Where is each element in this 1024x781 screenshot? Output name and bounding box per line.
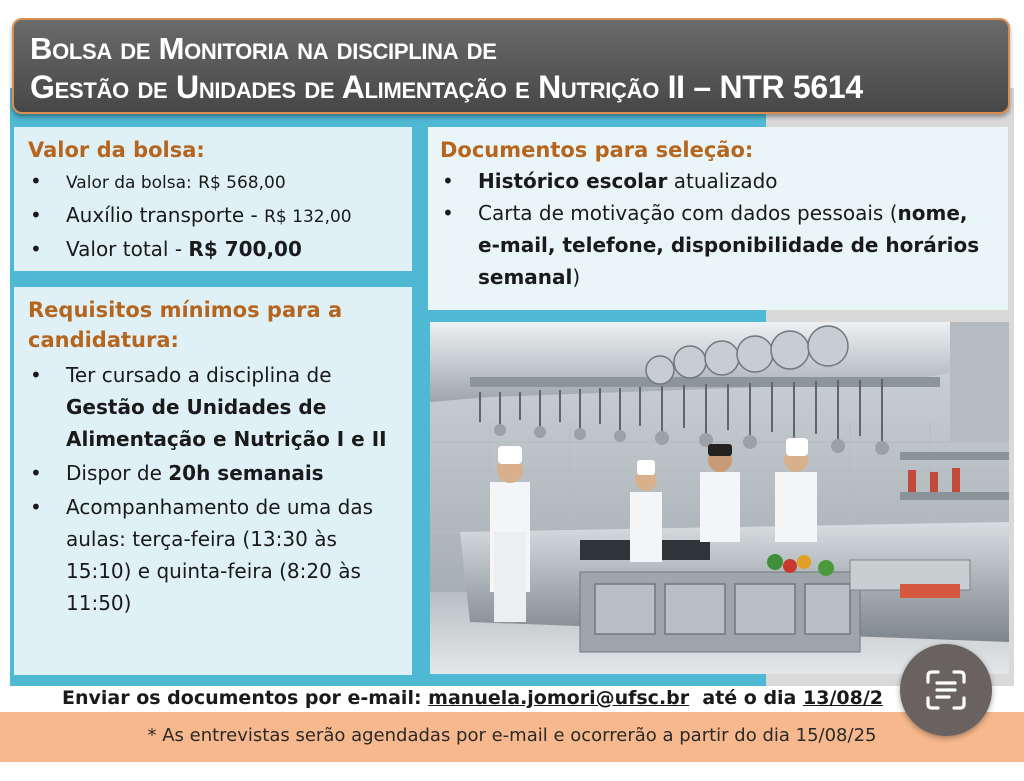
documentos-title: Documentos para seleção: xyxy=(440,138,754,162)
send-label: Enviar os documentos por e-mail: xyxy=(62,687,429,709)
doc-item2-bold: nome, e-mail, telefone, disponibilidade de horários semanal xyxy=(478,201,980,289)
valor-item2-label: Auxílio transporte - xyxy=(66,203,265,227)
valor-box xyxy=(14,127,412,271)
text-scan-button[interactable] xyxy=(900,644,992,736)
list-item xyxy=(28,491,398,619)
kitchen-photo xyxy=(430,322,1009,674)
valor-item3-label: Valor total - xyxy=(66,237,189,261)
valor-list xyxy=(28,165,402,265)
list-item xyxy=(28,233,402,265)
req-item2-text: Dispor de xyxy=(66,461,169,485)
list-item xyxy=(28,165,402,199)
valor-item2-value: R$ 132,00 xyxy=(264,207,352,227)
list-item xyxy=(440,165,998,197)
requisitos-box xyxy=(14,287,412,675)
header-line-2: Gestão de Unidades de Alimentação e Nutrição II – NTR 5614 xyxy=(30,69,863,105)
header-banner xyxy=(12,18,1010,114)
valor-title: Valor da bolsa: xyxy=(28,138,205,162)
email-link[interactable]: manuela.jomori@ufsc.br xyxy=(428,687,690,709)
list-item xyxy=(28,457,402,489)
valor-item1-label: Valor da bolsa: xyxy=(66,173,192,193)
requisitos-list xyxy=(28,359,402,619)
list-item xyxy=(28,359,398,455)
doc-item1-text: atualizado xyxy=(667,169,778,193)
list-item xyxy=(28,199,402,233)
req-item1-text: Ter cursado a disciplina de xyxy=(66,363,332,387)
valor-item3-value: R$ 700,00 xyxy=(188,237,302,261)
deadline-date: 13/08/2 xyxy=(803,687,883,709)
interview-note: * As entrevistas serão agendadas por e-mail e ocorrerão a partir do dia 15/08/25 xyxy=(147,725,877,746)
req-item1-bold: Gestão de Unidades de Alimentação e Nutrição I e II xyxy=(66,395,387,451)
requisitos-title: Requisitos mínimos para a candidatura: xyxy=(28,298,343,352)
doc-item2-post: ) xyxy=(572,265,581,289)
header-line-1: Bolsa de Monitoria na disciplina de xyxy=(30,31,497,66)
documentos-box xyxy=(428,127,1008,310)
send-instructions xyxy=(62,684,962,712)
list-item xyxy=(440,197,980,293)
doc-item1-bold: Histórico escolar xyxy=(478,169,668,193)
kitchen-photo-illustration xyxy=(430,322,1009,674)
req-item3-text: Acompanhamento de uma das aulas: terça-feira (13:30 às 15:10) e quinta-feira (8:20 às 11:50) xyxy=(66,495,374,615)
text-scan-icon xyxy=(922,666,970,714)
documentos-list xyxy=(440,165,998,293)
deadline-label: até o dia xyxy=(689,687,803,709)
valor-item1-value: R$ 568,00 xyxy=(198,173,286,193)
doc-item2-text: Carta de motivação com dados pessoais ( xyxy=(478,201,898,225)
req-item2-bold: 20h semanais xyxy=(168,461,324,485)
